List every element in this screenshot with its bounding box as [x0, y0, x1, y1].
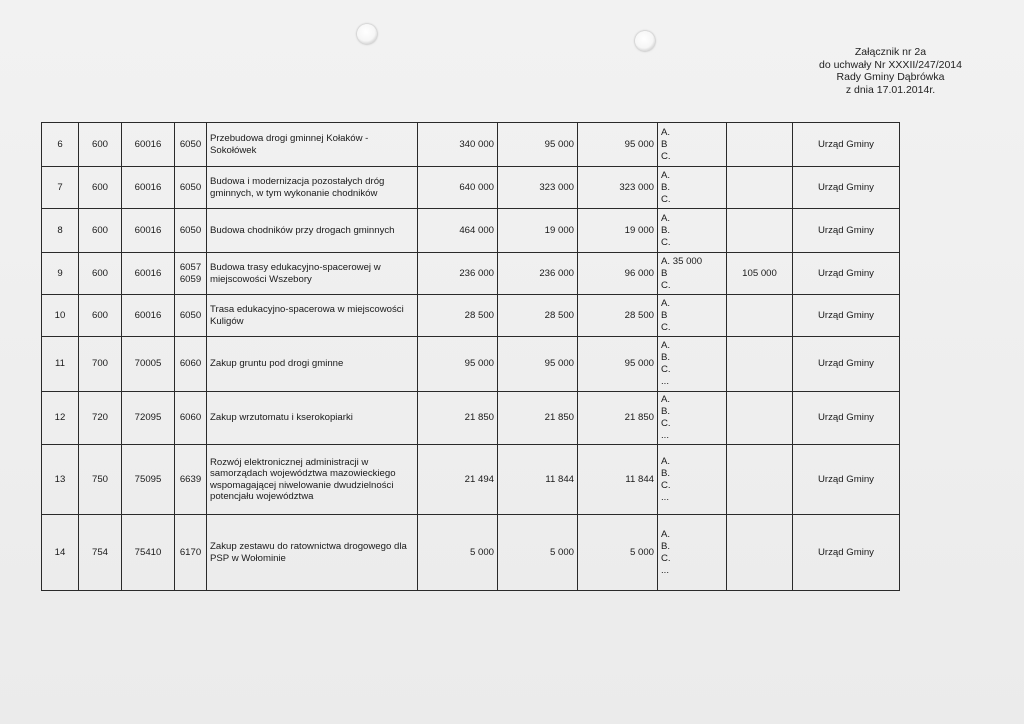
cell-value-2: 96 000	[578, 253, 658, 295]
cell-task-name: Zakup zestawu do ratownictwa drogowego dla PSP w Wołominie	[207, 515, 418, 591]
cell-rozdzial: 70005	[122, 337, 175, 392]
cell-funding-sources	[658, 167, 727, 209]
cell-task-name: Zakup gruntu pod drogi gminne	[207, 337, 418, 392]
cell-value-2: 19 000	[578, 209, 658, 253]
attachment-header	[819, 46, 962, 96]
cell-total-value: 95 000	[418, 337, 498, 392]
cell-responsible-unit: Urząd Gminy	[793, 209, 900, 253]
funding-source-line: C.	[661, 418, 671, 429]
cell-task-name: Przebudowa drogi gminnej Kołaków - Sokołówek	[207, 123, 418, 167]
table-row	[42, 167, 900, 209]
cell-extra-amount	[727, 515, 793, 591]
funding-source-line: A.	[661, 126, 671, 138]
cell-funding-sources	[658, 123, 727, 167]
cell-extra-amount	[727, 123, 793, 167]
paragraf-code: 6050	[179, 309, 202, 321]
cell-extra-amount	[727, 295, 793, 337]
paragraf-code: 6060	[179, 412, 202, 423]
funding-source-line: C.	[661, 364, 671, 375]
funding-source-line: ...	[661, 430, 669, 441]
cell-total-value: 640 000	[418, 167, 498, 209]
funding-source-line: C.	[661, 552, 671, 564]
cell-lp: 8	[42, 209, 79, 253]
cell-paragraf	[175, 295, 207, 337]
cell-extra-amount: 105 000	[727, 253, 793, 295]
punch-hole-right	[635, 31, 655, 51]
investment-table	[41, 122, 900, 591]
cell-value-2: 21 850	[578, 392, 658, 445]
cell-total-value: 5 000	[418, 515, 498, 591]
cell-extra-amount	[727, 209, 793, 253]
cell-paragraf	[175, 209, 207, 253]
cell-paragraf	[175, 445, 207, 515]
paragraf-code: 6060	[179, 358, 202, 369]
cell-funding-sources	[658, 515, 727, 591]
cell-extra-amount	[727, 392, 793, 445]
funding-source-line: ...	[661, 491, 669, 503]
table-row	[42, 253, 900, 295]
cell-value-1: 236 000	[498, 253, 578, 295]
cell-extra-amount	[727, 337, 793, 392]
cell-funding-sources	[658, 253, 727, 295]
cell-value-2: 95 000	[578, 337, 658, 392]
paragraf-code: 6170	[179, 546, 202, 558]
cell-total-value: 236 000	[418, 253, 498, 295]
cell-paragraf	[175, 253, 207, 295]
paragraf-code: 6639	[179, 473, 202, 485]
header-line-3: Rady Gminy Dąbrówka	[836, 71, 945, 83]
cell-value-1: 21 850	[498, 392, 578, 445]
cell-responsible-unit: Urząd Gminy	[793, 295, 900, 337]
cell-total-value: 28 500	[418, 295, 498, 337]
cell-lp: 9	[42, 253, 79, 295]
cell-value-2: 28 500	[578, 295, 658, 337]
punch-hole-left	[357, 24, 377, 44]
cell-lp: 12	[42, 392, 79, 445]
cell-dzial: 600	[79, 209, 122, 253]
funding-source-line: B	[661, 267, 668, 279]
table-body	[42, 123, 900, 591]
cell-value-1: 5 000	[498, 515, 578, 591]
cell-total-value: 340 000	[418, 123, 498, 167]
cell-responsible-unit: Urząd Gminy	[793, 445, 900, 515]
cell-value-1: 95 000	[498, 123, 578, 167]
cell-extra-amount	[727, 445, 793, 515]
cell-rozdzial: 75095	[122, 445, 175, 515]
cell-dzial: 754	[79, 515, 122, 591]
cell-responsible-unit: Urząd Gminy	[793, 253, 900, 295]
funding-source-line: B.	[661, 181, 671, 193]
cell-extra-amount	[727, 167, 793, 209]
cell-dzial: 750	[79, 445, 122, 515]
table-row	[42, 445, 900, 515]
cell-task-name: Budowa chodników przy drogach gminnych	[207, 209, 418, 253]
cell-lp: 10	[42, 295, 79, 337]
cell-dzial: 600	[79, 253, 122, 295]
cell-lp: 13	[42, 445, 79, 515]
cell-task-name: Budowa trasy edukacyjno-spacerowej w miejscowości Wszebory	[207, 253, 418, 295]
cell-rozdzial: 60016	[122, 295, 175, 337]
cell-responsible-unit: Urząd Gminy	[793, 167, 900, 209]
paragraf-code: 6050	[179, 181, 202, 193]
funding-source-line: A.	[661, 169, 671, 181]
cell-rozdzial: 60016	[122, 123, 175, 167]
funding-source-line: A.	[661, 455, 671, 467]
table-row	[42, 123, 900, 167]
funding-source-line: B	[661, 138, 668, 150]
cell-lp: 14	[42, 515, 79, 591]
cell-value-2: 323 000	[578, 167, 658, 209]
cell-funding-sources	[658, 445, 727, 515]
cell-paragraf	[175, 167, 207, 209]
header-line-4: z dnia 17.01.2014r.	[845, 83, 936, 96]
table-row	[42, 515, 900, 591]
funding-source-line: ...	[661, 376, 669, 387]
funding-source-line: B	[661, 309, 668, 321]
paragraf-code: 6057	[179, 261, 202, 273]
funding-source-line: A. 35 000	[661, 255, 703, 267]
funding-source-line: C.	[661, 479, 671, 491]
cell-task-name: Trasa edukacyjno-spacerowa w miejscowości Kuligów	[207, 295, 418, 337]
cell-dzial: 600	[79, 123, 122, 167]
cell-value-2: 11 844	[578, 445, 658, 515]
funding-source-line: C.	[661, 279, 671, 291]
cell-value-1: 11 844	[498, 445, 578, 515]
paragraf-code: 6050	[179, 138, 202, 150]
funding-source-line: ...	[661, 564, 669, 576]
cell-rozdzial: 60016	[122, 167, 175, 209]
cell-value-1: 323 000	[498, 167, 578, 209]
funding-source-line: A.	[661, 297, 671, 309]
cell-total-value: 21 850	[418, 392, 498, 445]
cell-value-1: 28 500	[498, 295, 578, 337]
cell-total-value: 464 000	[418, 209, 498, 253]
cell-responsible-unit: Urząd Gminy	[793, 337, 900, 392]
cell-value-1: 19 000	[498, 209, 578, 253]
funding-source-line: C.	[661, 321, 671, 333]
paragraf-code: 6059	[179, 273, 202, 285]
cell-funding-sources	[658, 337, 727, 392]
funding-source-line: A.	[661, 212, 671, 224]
cell-responsible-unit: Urząd Gminy	[793, 123, 900, 167]
funding-source-line: A.	[661, 528, 671, 540]
cell-dzial: 700	[79, 337, 122, 392]
cell-paragraf	[175, 392, 207, 445]
cell-responsible-unit: Urząd Gminy	[793, 392, 900, 445]
cell-lp: 6	[42, 123, 79, 167]
table-row	[42, 337, 900, 392]
cell-funding-sources	[658, 392, 727, 445]
cell-dzial: 720	[79, 392, 122, 445]
funding-source-line: A.	[661, 394, 671, 405]
cell-value-1: 95 000	[498, 337, 578, 392]
table-row	[42, 392, 900, 445]
funding-source-line: B.	[661, 406, 671, 417]
funding-source-line: B.	[661, 540, 671, 552]
cell-task-name: Zakup wrzutomatu i kserokopiarki	[207, 392, 418, 445]
cell-lp: 11	[42, 337, 79, 392]
funding-source-line: B.	[661, 352, 671, 363]
cell-task-name: Rozwój elektronicznej administracji w samorządach województwa mazowieckiego wspomagającej niwelowanie dwudzielności potencjału województwa	[207, 445, 418, 515]
table-row	[42, 209, 900, 253]
cell-funding-sources	[658, 295, 727, 337]
header-line-2: do uchwały Nr XXXII/247/2014	[818, 58, 962, 71]
funding-source-line: C.	[661, 150, 671, 162]
cell-paragraf	[175, 123, 207, 167]
cell-rozdzial: 72095	[122, 392, 175, 445]
cell-task-name: Budowa i modernizacja pozostałych dróg gminnych, w tym wykonanie chodników	[207, 167, 418, 209]
cell-paragraf	[175, 515, 207, 591]
cell-value-2: 5 000	[578, 515, 658, 591]
funding-source-line: C.	[661, 193, 671, 205]
cell-value-2: 95 000	[578, 123, 658, 167]
table-row	[42, 295, 900, 337]
funding-source-line: B.	[661, 467, 671, 479]
paragraf-code: 6050	[179, 224, 202, 236]
funding-source-line: A.	[661, 340, 671, 351]
cell-rozdzial: 60016	[122, 253, 175, 295]
header-line-1: Załącznik nr 2a	[854, 46, 927, 58]
funding-source-line: B.	[661, 224, 671, 236]
cell-lp: 7	[42, 167, 79, 209]
cell-rozdzial: 75410	[122, 515, 175, 591]
funding-source-line: C.	[661, 236, 671, 248]
cell-rozdzial: 60016	[122, 209, 175, 253]
cell-total-value: 21 494	[418, 445, 498, 515]
cell-funding-sources	[658, 209, 727, 253]
cell-dzial: 600	[79, 167, 122, 209]
cell-paragraf	[175, 337, 207, 392]
cell-responsible-unit: Urząd Gminy	[793, 515, 900, 591]
cell-dzial: 600	[79, 295, 122, 337]
